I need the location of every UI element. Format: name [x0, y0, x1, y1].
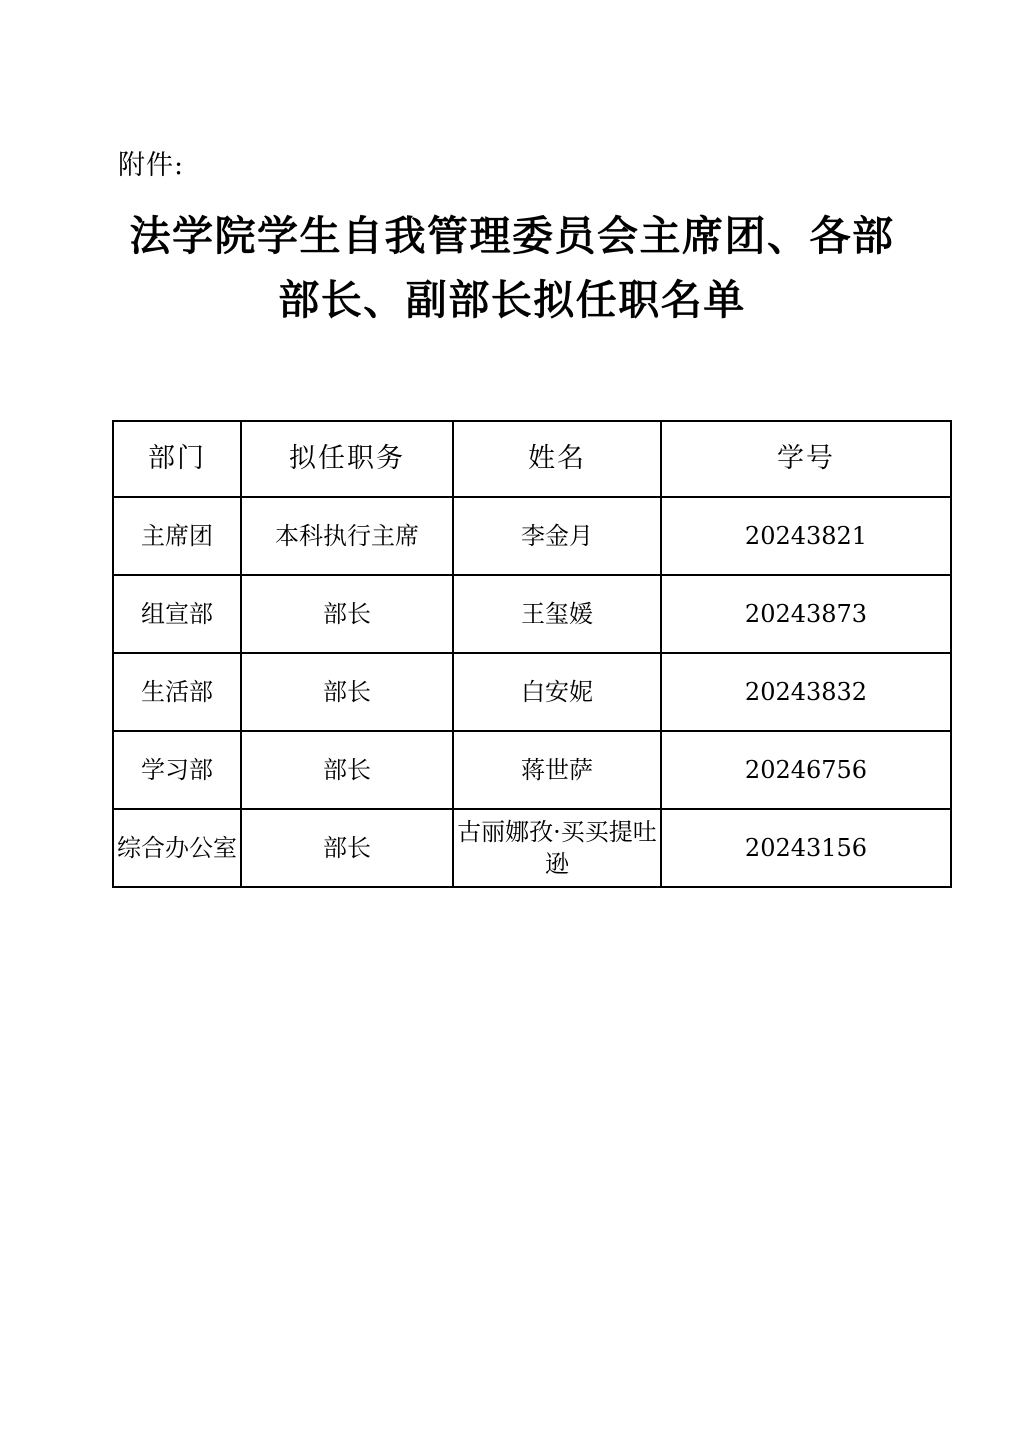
cell-student-id: 20246756: [661, 731, 951, 809]
table-row: [113, 575, 951, 653]
table-row: [113, 731, 951, 809]
cell-position: 部长: [241, 653, 453, 731]
column-header-student-id: 学号: [661, 421, 951, 497]
table-row: [113, 809, 951, 887]
cell-name: 古丽娜孜·买买提吐逊: [453, 809, 661, 887]
cell-position: 部长: [241, 809, 453, 887]
cell-department: 生活部: [113, 653, 241, 731]
table-row: [113, 497, 951, 575]
cell-position: 本科执行主席: [241, 497, 453, 575]
cell-student-id: 20243821: [661, 497, 951, 575]
cell-department: 组宣部: [113, 575, 241, 653]
column-header-name: 姓名: [453, 421, 661, 497]
cell-position: 部长: [241, 731, 453, 809]
cell-name: 李金月: [453, 497, 661, 575]
cell-student-id: 20243832: [661, 653, 951, 731]
column-header-department: 部门: [113, 421, 241, 497]
cell-department: 主席团: [113, 497, 241, 575]
cell-name: 蒋世萨: [453, 731, 661, 809]
cell-department: 学习部: [113, 731, 241, 809]
table-row: [113, 653, 951, 731]
cell-position: 部长: [241, 575, 453, 653]
page-title: [112, 205, 912, 332]
roster-table: [112, 420, 952, 888]
cell-student-id: 20243873: [661, 575, 951, 653]
cell-name: 王玺媛: [453, 575, 661, 653]
attachment-label: 附件:: [118, 150, 185, 181]
page-title-line-2: 部长、副部长拟任职名单: [278, 275, 746, 324]
table-header-row: [113, 421, 951, 497]
column-header-position: 拟任职务: [241, 421, 453, 497]
page-title-line-1: 法学院学生自我管理委员会主席团、各部: [129, 212, 895, 260]
cell-student-id: 20243156: [661, 809, 951, 887]
cell-name: 白安妮: [453, 653, 661, 731]
cell-department: 综合办公室: [113, 809, 241, 887]
